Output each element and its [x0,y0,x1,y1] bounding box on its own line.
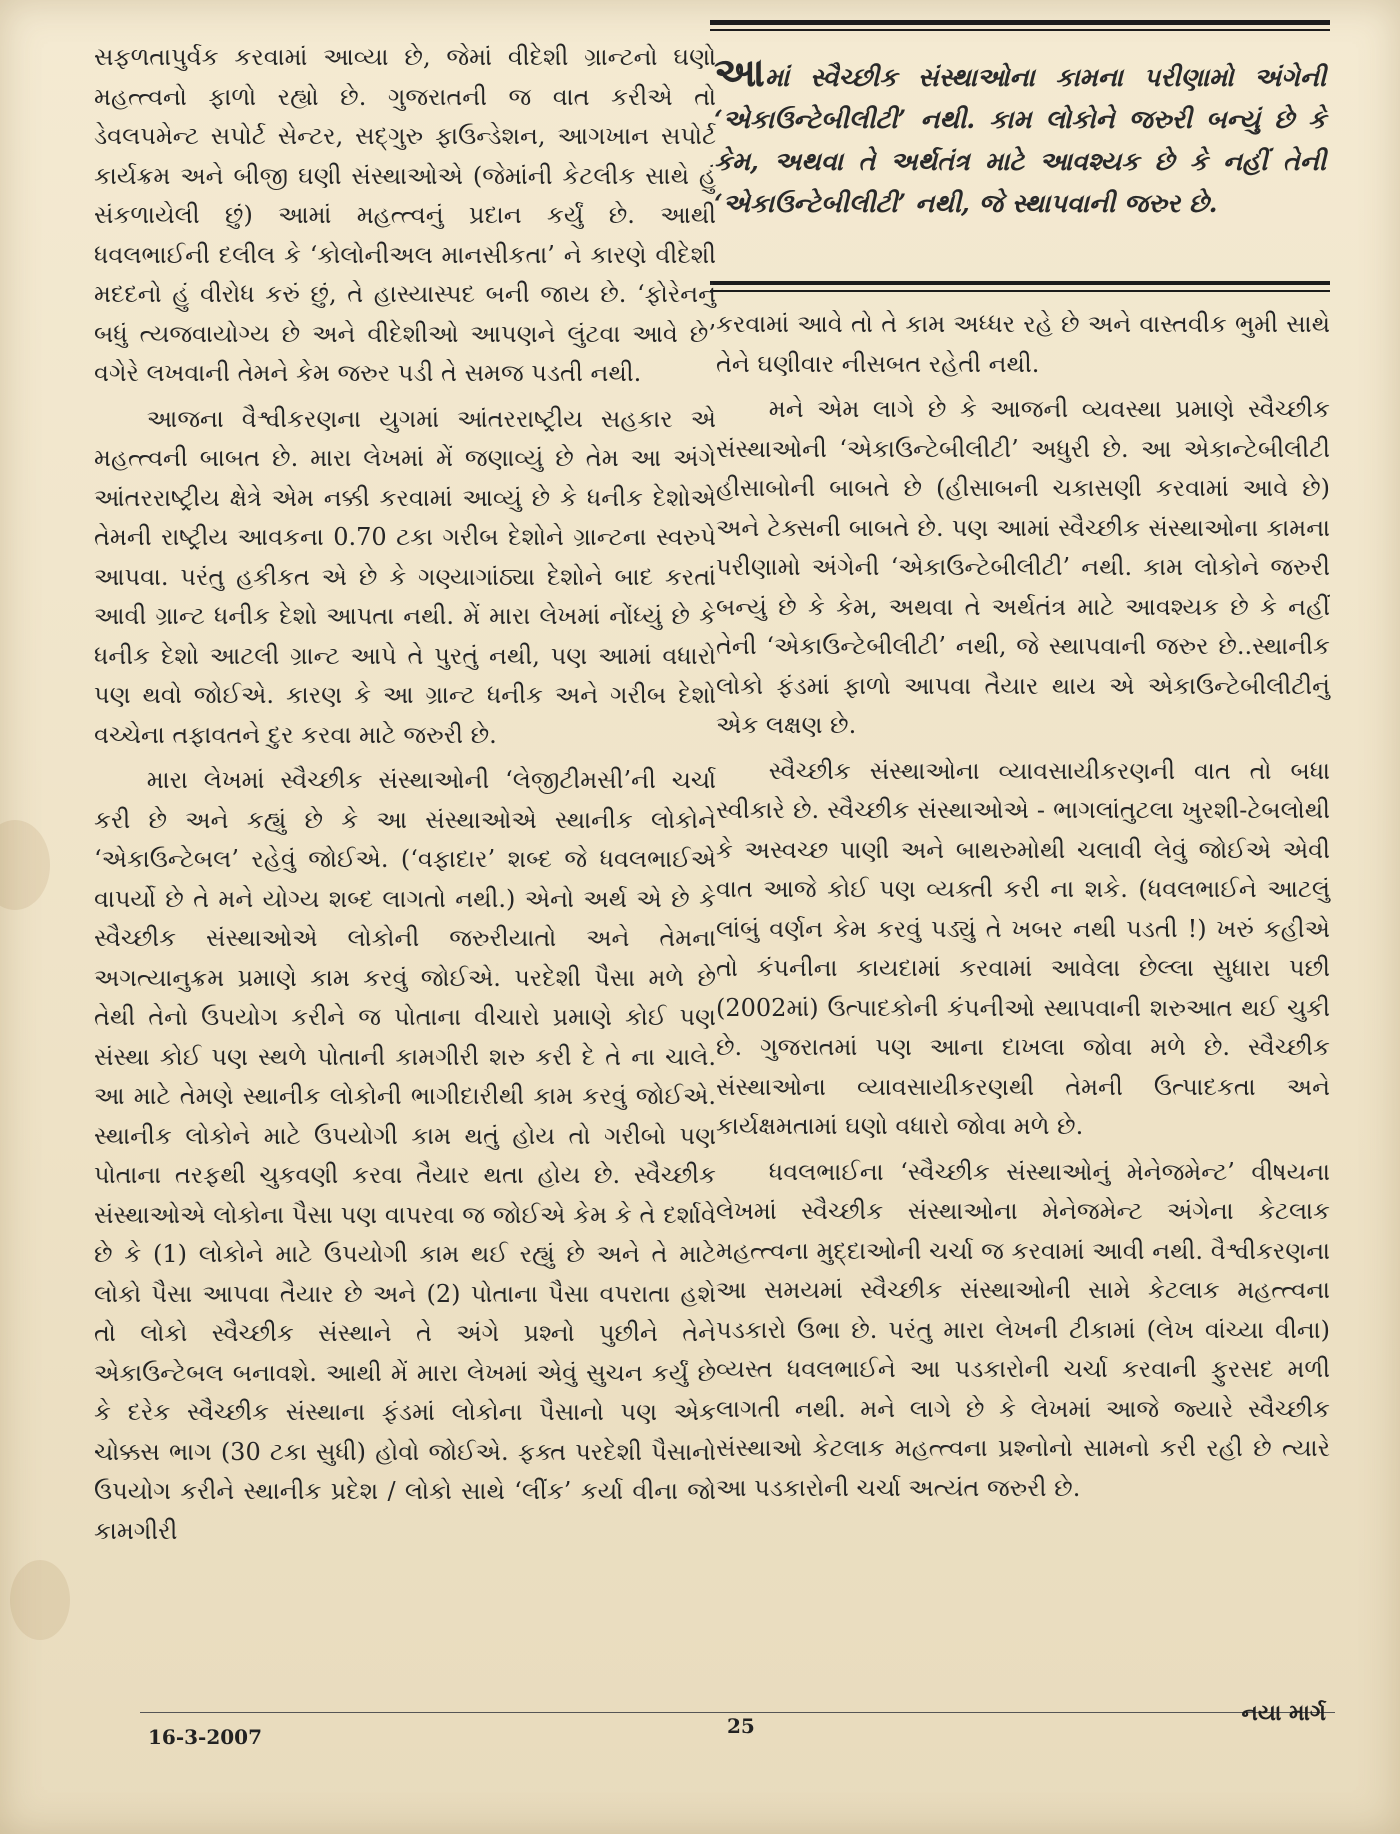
bottom-rule [710,281,1330,285]
issue-date: 16-3-2007 [148,1725,263,1749]
paragraph: મારા લેખમાં સ્વૈચ્છીક સંસ્થાઓની ‘લેજીટીમસી’ની ચર્ચા કરી છે અને કહ્યું છે કે આ સંસ્થાઓએ સ્થાનીક લોકોને ‘એકાઉન્ટેબલ’ રહેવું જોઈએ. (‘વફાદાર’ શબ્દ જે ધવલભાઈએ વાપર્યો છે તે મને યોગ્ય શબ્દ લાગતો નથી.) એનો અર્થ એ છે કે સ્વૈચ્છીક સંસ્થાઓએ લોકોની જરુરીયાતો અને તેમના અગત્યાનુક્રમ પ્રમાણે કામ કરવું જોઈએ. પરદેશી પૈસા મળે છે તેથી તેનો ઉપયોગ કરીને જ પોતાના વીચારો પ્રમાણે કોઈ પણ સંસ્થા કોઈ પણ સ્થળે પોતાની કામગીરી શરુ કરી દે તે ના ચાલે. આ માટે તેમણે સ્થાનીક લોકોની ભાગીદારીથી કામ કરવું જોઈએ. સ્થાનીક લોકોને માટે ઉપયોગી કામ થતું હોય તો ગરીબો પણ પોતાના તરફથી ચુકવણી કરવા તૈયાર થતા હોય છે. સ્વૈચ્છીક સંસ્થાઓએ લોકોના પૈસા પણ વાપરવા જ જોઈએ કેમ કે તે દર્શાવે છે કે (1) લોકોને માટે ઉપયોગી કામ થઈ રહ્યું છે અને તે માટે લોકો પૈસા આપવા તૈયાર છે અને (2) પોતાના પૈસા વપરાતા હશે તો લોકો સ્વૈચ્છીક સંસ્થાને તે અંગે પ્રશ્નો પુછીને તેને એકાઉન્ટેબલ બનાવશે. આથી મેં મારા લેખમાં એવું સુચન કર્યું છે કે દરેક સ્વૈચ્છીક સંસ્થાના ફંડમાં લોકોના પૈસાનો પણ એક ચોક્કસ ભાગ (30 ટકા સુધી) હોવો જોઈએ. ફક્ત પરદેશી પૈસાનો ઉપયોગ કરીને સ્થાનીક પ્રદેશ / લોકો સાથે ‘લીંક’ કર્યા વીના જો કામગીરી [94,766,716,1545]
left-column [94,38,716,1551]
footer-rule [140,1712,1335,1713]
paper-stain [0,820,50,910]
paper-stain [10,1560,70,1640]
paragraph: આજના વૈશ્વીકરણના યુગમાં આંતરરાષ્ટ્રીય સહકાર એ મહત્ત્વની બાબત છે. મારા લેખમાં મેં જણાવ્યું છે તેમ આ અંગે આંતરરાષ્ટ્રીય ક્ષેત્રે એમ નક્કી કરવામાં આવ્યું છે કે ધનીક દેશોએ તેમની રાષ્ટ્રીય આવકના 0.70 ટકા ગરીબ દેશોને ગ્રાન્ટના સ્વરુપે આપવા. પરંતુ હકીકત એ છે કે ગણ્યાગાંઠ્યા દેશોને બાદ કરતાં આવી ગ્રાન્ટ ધનીક દેશો આપતા નથી. મેં મારા લેખમાં નોંધ્યું છે કે ધનીક દેશો આટલી ગ્રાન્ટ આપે તે પુરતું નથી, પણ આમાં વધારો પણ થવો જોઈએ. કારણ કે આ ગ્રાન્ટ ધનીક અને ગરીબ દેશો વચ્ચેના તફાવતને દુર કરવા માટે જરુરી છે. [94,404,716,749]
magazine-name: નયા માર્ગ [1241,1700,1326,1726]
paragraph: સફળતાપુર્વક કરવામાં આવ્યા છે, જેમાં વીદેશી ગ્રાન્ટનો ઘણો મહત્ત્વનો ફાળો રહ્યો છે. ગુજરાતની જ વાત કરીએ તો ડેવલપમેન્ટ સપોર્ટ સેન્ટર, સદ્‌ગુરુ ફાઉન્ડેશન, આગખાન સપોર્ટ કાર્યક્રમ અને બીજી ઘણી સંસ્થાઓએ (જેમાંની કેટલીક સાથે હું સંકળાયેલી છું) આમાં મહત્ત્વનું પ્રદાન કર્યું છે. આથી ધવલભાઈની દલીલ કે ‘કોલોનીઅલ માનસીકતા’ ને કારણે વીદેશી મદદનો હું વીરોધ કરું છું, તે હાસ્યાસ્પદ બની જાય છે. ‘ફોરેનનું બધું ત્યજવાયોગ્ય છે અને વીદેશીઓ આપણને લુંટવા આવે છે’ વગેરે લખવાની તેમને કેમ જરુર પડી તે સમજ પડતી નથી. [94,43,716,387]
page-number: 25 [727,1714,755,1738]
paragraph: ધવલભાઈના ‘સ્વૈચ્છીક સંસ્થાઓનું મેનેજમેન્ટ’ વીષયના લેખમાં સ્વૈચ્છીક સંસ્થાઓના મેનેજમેન્ટ અંગેના કેટલાક મહત્ત્વના મુદ્દાઓની ચર્ચા જ કરવામાં આવી નથી. વૈશ્વીકરણના આ સમયમાં સ્વૈચ્છીક સંસ્થાઓની સામે કેટલાક મહત્ત્વના પડકારો ઉભા છે. પરંતુ મારા લેખની ટીકામાં (લેખ વાંચ્યા વીના) વ્યસ્ત ધવલભાઈને આ પડકારોની ચર્ચા કરવાની ફુરસદ મળી લાગતી નથી. મને લાગે છે કે લેખમાં આજે જ્યારે સ્વૈચ્છીક સંસ્થાઓ કેટલાક મહત્ત્વના પ્રશ્નોનો સામનો કરી રહી છે ત્યારે આ પડકારોની ચર્ચા અત્યંત જરુરી છે. [716,1157,1330,1502]
paragraph: કરવામાં આવે તો તે કામ અધ્ધર રહે છે અને વાસ્તવીક ભુમી સાથે તેને ઘણીવાર નીસબત રહેતી નથી. [716,310,1330,378]
top-rule [710,20,1330,25]
top-rule-thin [710,29,1330,31]
paragraph: સ્વૈચ્છીક સંસ્થાઓના વ્યાવસાયીકરણની વાત તો બધા સ્વીકારે છે. સ્વૈચ્છીક સંસ્થાઓએ - ભાગલાંતુટલા ખુરશી-ટેબલોથી કે અસ્વચ્છ પાણી અને બાથરુમોથી ચલાવી લેવું જોઈએ એવી વાત આજે કોઈ પણ વ્યક્તી કરી ના શકે. (ધવલભાઈને આટલું લાંબું વર્ણન કેમ કરવું પડ્યું તે ખબર નથી પડતી !) ખરું કહીએ તો કંપનીના કાયદામાં કરવામાં આવેલા છેલ્લા સુધારા પછી (2002માં) ઉત્પાદકોની કંપનીઓ સ્થાપવાની શરુઆત થઈ ચુકી છે. ગુજરાતમાં પણ આના દાખલા જોવા મળે છે. સ્વૈચ્છીક સંસ્થાઓના વ્યાવસાયીકરણથી તેમની ઉત્પાદકતા અને કાર્યક્ષમતામાં ઘણો વધારો જોવા મળે છે. [716,756,1330,1140]
pull-quote-text: માં સ્વૈચ્છીક સંસ્થાઓના કામના પરીણામો અંગેની ‘એકાઉન્ટેબીલીટી’ નથી. કામ લોકોને જરુરી બન્યું છે કે કેમ, અથવા તે અર્થતંત્ર માટે આવશ્યક છે કે નહીં તેની ‘એકાઉન્ટેબીલીટી’ નથી, જે સ્થાપવાની જરુર છે. [714,63,1326,219]
pull-quote [714,49,1326,225]
pull-quote-lead: આ [714,49,765,96]
right-column [716,305,1330,1508]
bottom-rule-thin [710,290,1330,292]
paragraph: મને એમ લાગે છે કે આજની વ્યવસ્થા પ્રમાણે સ્વૈચ્છીક સંસ્થાઓની ‘એકાઉન્ટેબીલીટી’ અધુરી છે. આ એકાન્ટેબીલીટી હીસાબોની બાબતે છે (હીસાબની ચકાસણી કરવામાં આવે છે) અને ટેક્સની બાબતે છે. પણ આમાં સ્વૈચ્છીક સંસ્થાઓના કામના પરીણામો અંગેની ‘એકાઉન્ટેબીલીટી’ નથી. કામ લોકોને જરુરી બન્યું છે કે કેમ, અથવા તે અર્થતંત્ર માટે આવશ્યક છે કે નહીં તેની ‘એકાઉન્ટેબીલીટી’ નથી, જે સ્થાપવાની જરુર છે..સ્થાનીક લોકો ફંડમાં ફાળો આપવા તૈયાર થાય એ એકાઉન્ટેબીલીટીનું એક લક્ષણ છે. [716,395,1330,739]
